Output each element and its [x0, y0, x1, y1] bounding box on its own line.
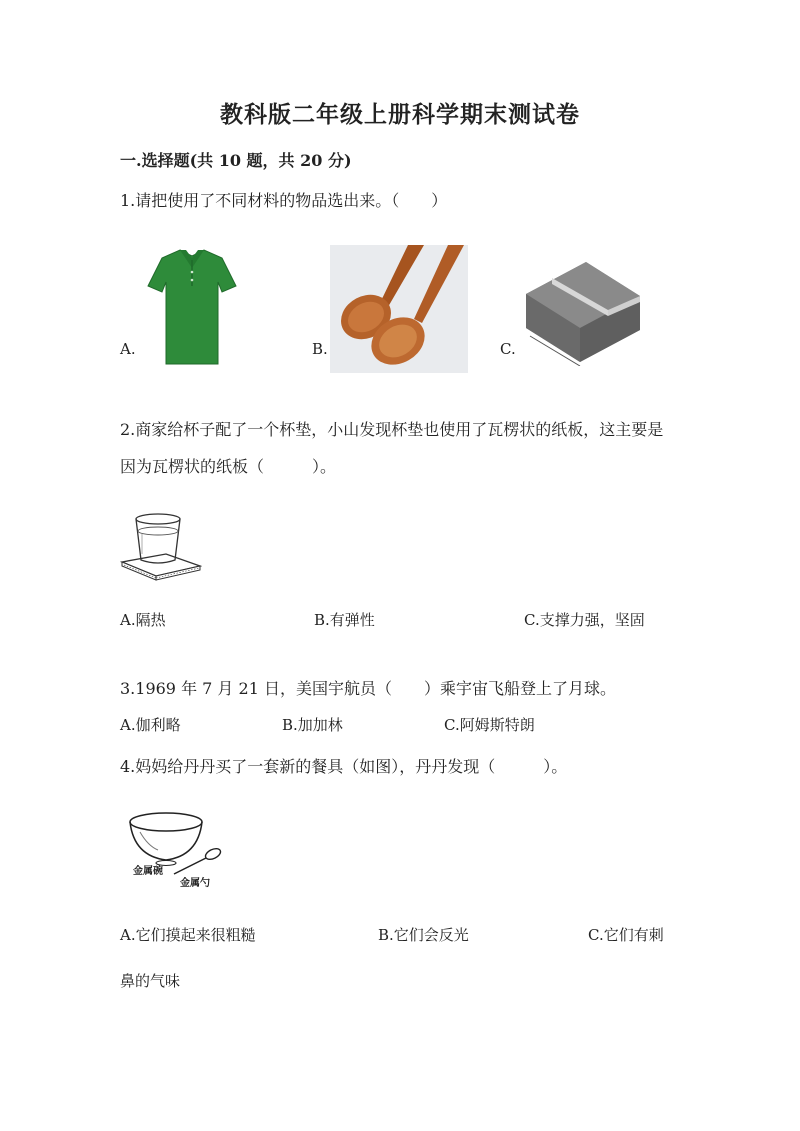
metal-spoon-label: 金属勺: [180, 878, 210, 889]
q1-option-b-label: B.: [312, 340, 328, 358]
question-2-line-1: 2.商家给杯子配了一个杯垫，小山发现杯垫也使用了瓦楞状的纸板，这主要是: [120, 420, 664, 439]
metal-bowl-label: 金属碗: [133, 866, 163, 877]
q3-option-b: B.加加林: [282, 716, 343, 734]
q1-option-c-label: C.: [500, 340, 516, 358]
question-3-text: 3.1969 年 7 月 21 日，美国宇航员（ ）乘宇宙飞船登上了月球。: [120, 679, 616, 698]
question-4-text: 4.妈妈给丹丹买了一套新的餐具（如图），丹丹发现（ ）。: [120, 757, 568, 776]
page-title: 教科版二年级上册科学期末测试卷: [220, 101, 580, 128]
gray-folded-towel-image: [522, 256, 644, 366]
q1-option-a-label: A.: [120, 340, 136, 358]
q2-option-c: C.支撑力强，坚固: [524, 611, 645, 629]
q4-option-b: B.它们会反光: [378, 926, 469, 944]
q4-option-a: A.它们摸起来很粗糙: [120, 926, 256, 944]
question-2-line-2: 因为瓦楞状的纸板（ ）。: [120, 457, 337, 476]
q3-option-c: C.阿姆斯特朗: [444, 716, 535, 734]
green-polo-shirt-image: [146, 246, 238, 370]
q4-option-c-continuation: 鼻的气味: [120, 972, 181, 990]
glass-on-coaster-image: [120, 510, 202, 582]
q4-option-c: C.它们有刺: [588, 926, 664, 944]
q2-option-a: A.隔热: [120, 611, 166, 629]
section-heading: 一.选择题(共 10 题，共 20 分): [120, 151, 352, 170]
question-1-text: 1.请把使用了不同材料的物品选出来。（ ）: [120, 191, 448, 210]
wooden-spoons-image: [330, 245, 468, 373]
q2-option-b: B.有弹性: [314, 611, 375, 629]
q3-option-a: A.伽利略: [120, 716, 181, 734]
